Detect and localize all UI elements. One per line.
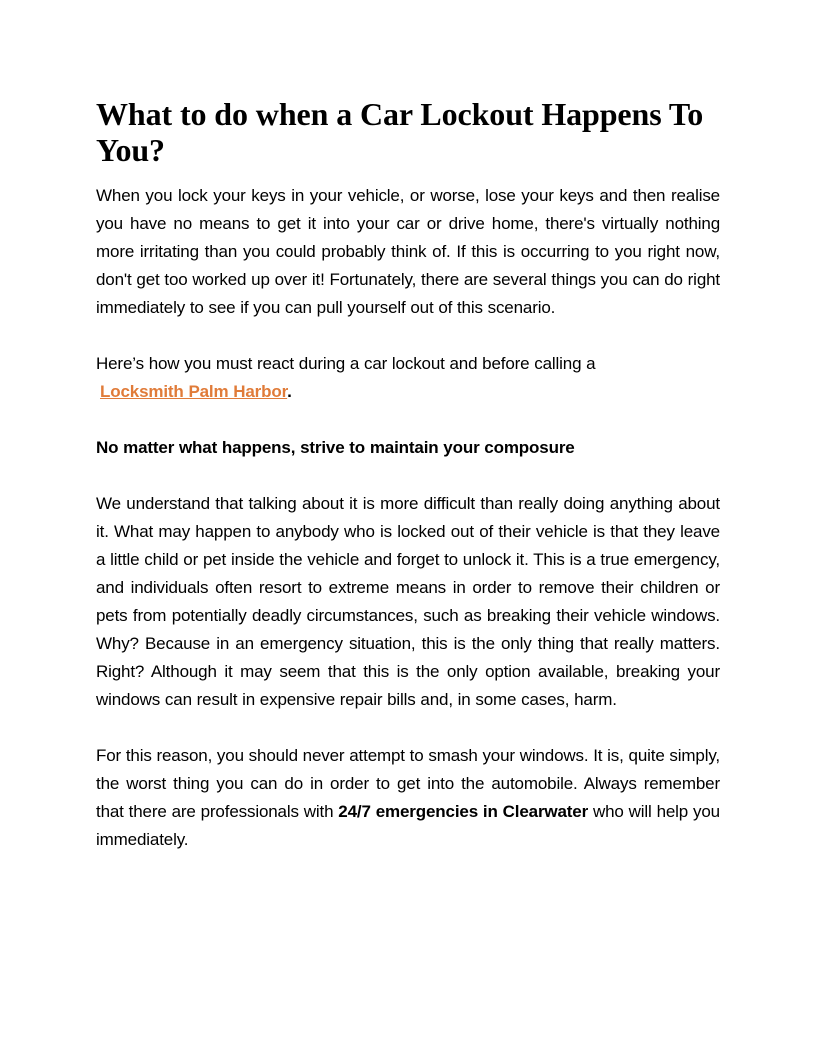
react-paragraph (96, 350, 720, 406)
emergencies-bold-text: 24/7 emergencies in Clearwater (338, 802, 589, 821)
composure-paragraph: We understand that talking about it is more difficult than really doing anything about it. What may happen to anybody who is locked out of their vehicle is that they leave a little child or pet inside the vehicle and forget to unlock it. This is a true emergency, and individuals often resort to extreme means in order to remove their children or pets from potentially deadly circumstances, such as breaking their vehicle windows. Why? Because in an emergency situation, this is the only thing that really matters. Right? Although it may seem that this is the only option available, breaking your windows can result in expensive repair bills and, in some cases, harm. (96, 494, 720, 709)
document-page (96, 96, 720, 854)
locksmith-palm-harbor-link[interactable]: Locksmith Palm Harbor (100, 382, 288, 401)
windows-end-text: who will help you immediately. (96, 802, 720, 849)
react-end: . (287, 382, 292, 401)
windows-text: For this reason, you should never attempt to smash your windows. It is, quite simply, the worst thing you can do in order to get into the automobile. Always remember that there are professionals with (96, 746, 720, 821)
section-subheading: No matter what happens, strive to maintain your composure (96, 438, 575, 457)
react-text: Here’s how you must react during a car lockout and before calling a (96, 354, 596, 373)
page-title: What to do when a Car Lockout Happens To You? (96, 96, 704, 168)
windows-paragraph (96, 742, 720, 854)
intro-paragraph: When you lock your keys in your vehicle, or worse, lose your keys and then realise you have no means to get it into your car or drive home, there's virtually nothing more irritating than you could probably think of. If this is occurring to you right now, don't get too worked up over it! Fortunately, there are several things you can do right immediately to see if you can pull yourself out of this scenario. (96, 186, 720, 317)
